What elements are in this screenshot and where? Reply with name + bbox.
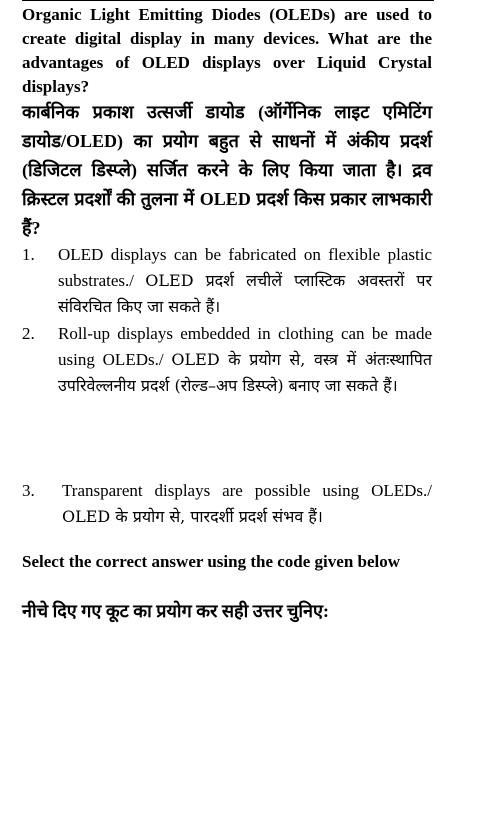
statement-text	[58, 321, 432, 399]
statement-number: 3.	[22, 481, 35, 500]
statement-text-english: Transparent displays are possible using OLEDs./	[62, 481, 432, 500]
instruction-hindi: नीचे दिए गए कूट का प्रयोग कर सही उत्तर चुनिए:	[22, 601, 329, 621]
statement-text-hindi: OLED प्रदर्श लचीलें प्लास्टिक अवस्तरों पर संविरचित किए जा सकते हैं।	[58, 271, 433, 316]
statement-text-hindi: OLED के प्रयोग से, पारदर्शी प्रदर्श संभव हैं।	[62, 507, 323, 526]
top-rule	[22, 0, 434, 1]
statement-text-hindi: OLED के प्रयोग से, वस्त्र में अंतःस्थापित उपरिवेल्लनीय प्रदर्श (रोल्ड–अप डिस्प्ले) बनाए जा सकते हैं।	[58, 350, 433, 395]
statement-text-english: Roll-up displays embedded in clothing can be made using OLEDs./	[58, 324, 432, 369]
question-text-hindi: कार्बनिक प्रकाश उत्सर्जी डायोड (ऑर्गेनिक लाइट एमिटिंग डायोड/OLED) का प्रयोग बहुत से साधनों में अंकीय प्रदर्श (डिजिटल डिस्प्ले) सर्जित करने के लिए किया जाता है। द्रव क्रिस्टल प्रदर्शों की तुलना में OLED प्रदर्श किस प्रकार लाभकारी हैं?	[22, 102, 432, 238]
instruction-english: Select the correct answer using the code given below	[22, 552, 401, 571]
statement-number: 1.	[22, 245, 35, 264]
statement-text	[58, 242, 432, 320]
question-text-english: Organic Light Emitting Diodes (OLEDs) are used to create digital display in many devices. What are the advantages of OLED displays over Liquid Crystal displays?	[22, 5, 432, 96]
statement-1	[22, 242, 432, 320]
statement-number: 2.	[22, 324, 35, 343]
statement-2	[22, 321, 432, 399]
statement-text-english: OLED displays can be fabricated on flexible plastic substrates./	[58, 245, 432, 290]
statement-text	[62, 478, 432, 530]
statement-3	[22, 478, 432, 530]
